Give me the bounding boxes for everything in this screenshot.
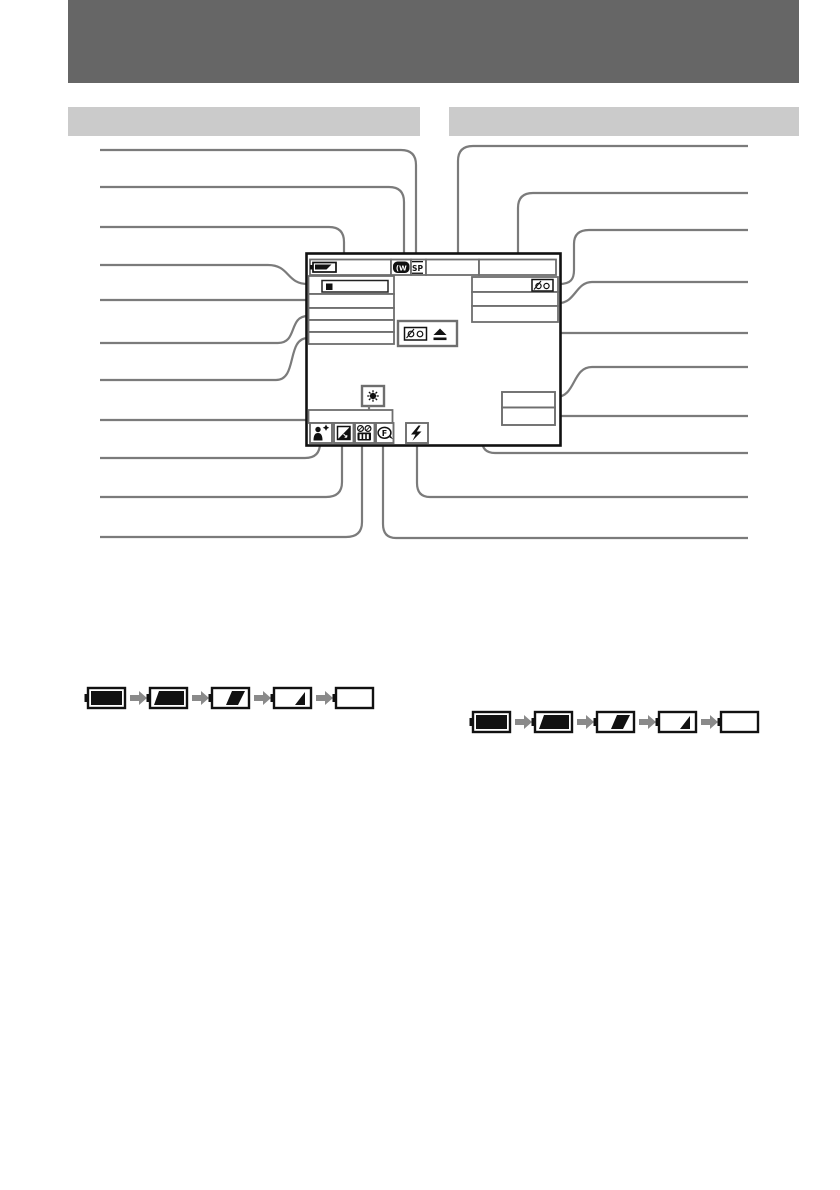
arrow-right-icon — [254, 691, 271, 705]
arrow-right-icon — [130, 691, 147, 705]
callout-wide-pill — [100, 187, 404, 255]
battery-remaining-icon — [310, 263, 336, 273]
callout-battery — [100, 227, 344, 255]
wide-thin-box — [309, 410, 393, 423]
fader-letter: F — [381, 428, 388, 438]
right-lower-boxes — [502, 392, 555, 425]
callout-flash-icon — [417, 443, 748, 497]
sun-icon — [367, 390, 379, 402]
sun-inset — [362, 386, 384, 406]
callout-fader-icon — [383, 443, 748, 538]
arrow-right-icon — [639, 715, 656, 729]
wide-pill-label: (W — [395, 264, 407, 273]
arrow-right-icon — [515, 715, 532, 729]
battery-discharge-sequences — [85, 688, 759, 732]
callout-lower-box1 — [556, 367, 748, 397]
callout-top-slot5 — [518, 193, 748, 255]
arrow-right-icon — [316, 691, 333, 705]
callout-right-row2 — [559, 282, 748, 303]
right-lower-box-2 — [502, 408, 555, 426]
battery-icon-empty — [718, 712, 759, 732]
callout-left-row3 — [100, 316, 308, 343]
battery-icon-quarter — [656, 712, 697, 732]
cassette-eject-inset — [398, 321, 457, 346]
battery-icon-full — [85, 688, 126, 708]
battery-icon-three_quarters — [147, 688, 188, 708]
wide-mode-pill — [393, 262, 410, 274]
callout-frame-icon — [100, 443, 342, 497]
left-row-5 — [309, 332, 395, 344]
black-square-marker — [326, 284, 333, 291]
arrow-right-icon — [577, 715, 594, 729]
battery-icon-half — [594, 712, 635, 732]
battery-icon-half — [209, 688, 250, 708]
arrow-right-icon — [192, 691, 209, 705]
right-row-2 — [472, 292, 558, 306]
battery-sequence-right — [470, 712, 759, 732]
battery-icon-full — [470, 712, 511, 732]
status-bar-with-square — [322, 281, 388, 293]
left-row-4 — [309, 320, 395, 332]
right-lower-box-1 — [502, 392, 555, 408]
callout-sp — [100, 150, 416, 255]
top-slot-5 — [479, 260, 556, 276]
top-slot-4 — [426, 260, 479, 276]
battery-icon-quarter — [271, 688, 312, 708]
battery-icon-three_quarters — [532, 712, 573, 732]
callout-right-row1 — [559, 230, 748, 284]
right-row-3 — [472, 306, 558, 322]
battery-icon-empty — [333, 688, 374, 708]
top-row-strip — [310, 260, 556, 276]
sp-label: SP — [412, 264, 423, 273]
left-row-2 — [309, 294, 395, 308]
backlight-frame-icon — [338, 427, 351, 440]
callout-top-slot4 — [458, 146, 748, 255]
arrow-right-icon — [701, 715, 718, 729]
battery-sequence-left — [85, 688, 374, 708]
callout-status-bar — [100, 265, 308, 284]
callout-person-icon — [100, 443, 320, 458]
left-row-3 — [309, 308, 395, 320]
callout-left-row5 — [100, 338, 308, 380]
